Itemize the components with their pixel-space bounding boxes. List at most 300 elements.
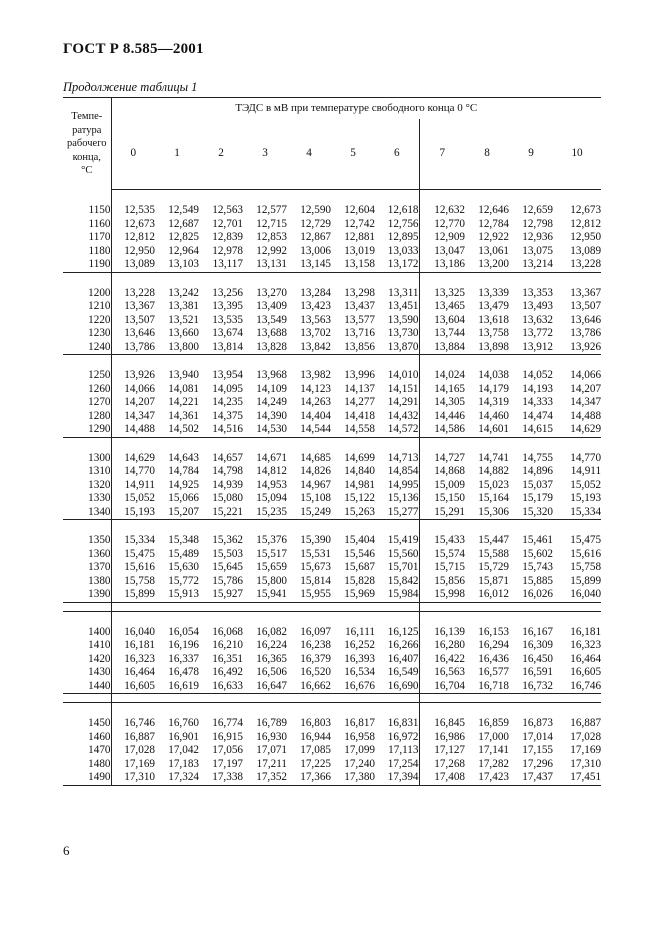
emf-value-cell: 16,915 xyxy=(212,730,243,743)
emf-value-cell: 15,376 xyxy=(256,534,287,546)
table-row xyxy=(63,575,601,589)
emf-value-cell: 14,109 xyxy=(256,382,287,395)
emf-value-cell: 16,760 xyxy=(168,717,199,729)
emf-value-cell: 13,549 xyxy=(256,313,287,326)
temperature-cell: 1240 xyxy=(63,341,111,355)
emf-value-cell: 14,291 xyxy=(375,396,419,410)
emf-value-cell: 13,632 xyxy=(522,313,553,326)
emf-value-cell: 16,012 xyxy=(465,588,509,602)
emf-value-cell: 15,362 xyxy=(212,534,243,546)
emf-value-cell: 13,814 xyxy=(199,341,243,355)
emf-value-cell: 14,713 xyxy=(375,437,419,465)
emf-value-cell: 13,186 xyxy=(419,258,465,272)
emf-value-cell: 15,193 xyxy=(111,506,155,520)
table-row xyxy=(63,327,601,341)
emf-value-cell: 16,181 xyxy=(570,625,602,638)
emf-value-cell: 15,193 xyxy=(570,492,602,504)
emf-value-cell: 15,984 xyxy=(375,588,419,602)
emf-value-cell: 16,351 xyxy=(212,652,243,665)
emf-value-cell: 14,502 xyxy=(155,423,199,437)
temperature-cell: 1230 xyxy=(63,327,111,341)
emf-value-cell: 16,633 xyxy=(199,680,243,694)
emf-value-cell: 15,560 xyxy=(375,548,419,562)
emf-value-cell: 12,577 xyxy=(256,204,287,216)
emf-value-cell: 16,563 xyxy=(434,666,465,678)
emf-value-cell: 15,263 xyxy=(331,506,375,520)
table-row xyxy=(63,300,601,314)
emf-value-cell: 13,117 xyxy=(199,258,243,272)
temperature-cell: 1330 xyxy=(63,492,111,506)
emf-value-cell: 13,674 xyxy=(212,327,243,339)
emf-value-cell: 13,716 xyxy=(344,327,375,339)
emf-value-cell: 14,770 xyxy=(124,465,155,477)
emf-value-cell: 12,978 xyxy=(212,244,243,257)
emf-value-cell: 14,404 xyxy=(300,409,331,422)
table-row xyxy=(63,396,601,410)
emf-value-cell: 16,887 xyxy=(570,717,602,729)
emf-value-cell: 16,845 xyxy=(434,717,465,729)
emf-value-cell: 16,577 xyxy=(478,666,509,678)
emf-value-cell: 15,094 xyxy=(256,492,287,504)
emf-value-cell: 12,563 xyxy=(212,204,243,216)
emf-value-cell: 16,337 xyxy=(168,652,199,665)
emf-value-cell: 13,353 xyxy=(522,286,553,299)
table-row xyxy=(63,548,601,562)
emf-value-cell: 15,574 xyxy=(434,547,465,560)
emf-value-cell: 14,066 xyxy=(124,382,155,395)
emf-value-cell: 16,746 xyxy=(124,717,155,729)
emf-value-cell: 15,461 xyxy=(522,534,553,546)
emf-value-cell: 13,828 xyxy=(243,341,287,355)
emf-value-cell: 17,141 xyxy=(478,744,509,756)
emf-value-cell: 12,992 xyxy=(256,244,287,257)
table-row xyxy=(63,465,601,479)
emf-value-cell: 12,549 xyxy=(168,204,199,216)
emf-value-cell: 16,647 xyxy=(243,680,287,694)
emf-value-cell: 12,604 xyxy=(344,204,375,216)
emf-value-cell: 12,881 xyxy=(344,231,375,243)
emf-value-cell: 15,772 xyxy=(168,574,199,587)
emf-value-cell: 14,474 xyxy=(522,409,553,422)
emf-value-cell: 13,423 xyxy=(300,300,331,312)
emf-value-cell: 14,812 xyxy=(256,465,287,477)
emf-value-cell: 15,517 xyxy=(256,547,287,560)
emf-value-cell: 17,451 xyxy=(553,771,601,785)
emf-value-cell: 16,774 xyxy=(212,717,243,729)
emf-value-cell: 14,770 xyxy=(570,451,602,464)
emf-value-cell: 12,964 xyxy=(168,244,199,257)
emf-value-cell: 12,673 xyxy=(124,217,155,230)
emf-value-cell: 16,732 xyxy=(509,680,553,694)
emf-value-cell: 15,150 xyxy=(434,492,465,504)
emf-value-cell: 17,437 xyxy=(509,771,553,785)
emf-value-cell: 15,673 xyxy=(300,561,331,573)
emf-value-cell: 15,645 xyxy=(212,561,243,573)
emf-value-cell: 15,899 xyxy=(570,574,602,587)
column-header-5: 5 xyxy=(331,119,375,190)
emf-value-cell: 16,690 xyxy=(375,680,419,694)
emf-value-cell: 15,616 xyxy=(570,547,602,560)
table-row xyxy=(63,492,601,506)
column-header-3: 3 xyxy=(243,119,287,190)
emf-value-cell: 15,842 xyxy=(375,575,419,589)
emf-value-cell: 15,433 xyxy=(434,534,465,546)
temperature-cell: 1310 xyxy=(63,465,111,479)
emf-value-cell: 13,898 xyxy=(465,341,509,355)
emf-value-cell: 15,602 xyxy=(522,547,553,560)
emf-value-cell: 16,266 xyxy=(375,639,419,653)
emf-value-cell: 16,422 xyxy=(434,652,465,665)
emf-value-cell: 17,099 xyxy=(344,744,375,756)
emf-value-cell: 14,953 xyxy=(256,478,287,491)
thermo-emf-table xyxy=(63,97,601,786)
emf-value-cell: 13,688 xyxy=(256,327,287,339)
emf-value-cell: 17,169 xyxy=(570,744,602,756)
emf-value-cell: 14,798 xyxy=(212,465,243,477)
emf-value-cell: 15,758 xyxy=(570,561,602,573)
emf-value-cell: 14,925 xyxy=(168,478,199,491)
emf-value-cell: 16,379 xyxy=(300,652,331,665)
table-row xyxy=(63,611,601,639)
emf-value-cell: 13,842 xyxy=(287,341,331,355)
table-row xyxy=(63,190,601,218)
emf-value-cell: 13,982 xyxy=(300,369,331,381)
emf-value-cell: 15,122 xyxy=(344,492,375,504)
table-row xyxy=(63,218,601,232)
emf-value-cell: 15,814 xyxy=(300,574,331,587)
emf-value-cell: 15,348 xyxy=(168,534,199,546)
emf-value-cell: 13,061 xyxy=(478,244,509,257)
emf-value-cell: 16,506 xyxy=(256,666,287,678)
emf-value-cell: 15,955 xyxy=(287,588,331,602)
emf-value-cell: 15,885 xyxy=(522,574,553,587)
emf-value-cell: 15,531 xyxy=(300,547,331,560)
emf-value-cell: 15,856 xyxy=(434,574,465,587)
emf-value-cell: 13,954 xyxy=(212,369,243,381)
emf-value-cell: 14,586 xyxy=(419,423,465,437)
column-header-2: 2 xyxy=(199,119,243,190)
column-header-7: 7 xyxy=(419,119,465,190)
emf-value-cell: 13,381 xyxy=(168,300,199,312)
emf-value-cell: 12,756 xyxy=(375,218,419,232)
emf-value-cell: 13,479 xyxy=(478,300,509,312)
temperature-cell: 1430 xyxy=(63,666,111,680)
emf-value-cell: 17,211 xyxy=(256,757,287,770)
emf-value-cell: 13,660 xyxy=(168,327,199,339)
emf-value-cell: 16,887 xyxy=(124,730,155,743)
emf-value-cell: 15,743 xyxy=(522,561,553,573)
emf-value-cell: 12,798 xyxy=(522,217,553,230)
temperature-cell: 1420 xyxy=(63,653,111,667)
emf-value-cell: 14,207 xyxy=(124,396,155,408)
emf-value-cell: 14,995 xyxy=(375,479,419,493)
emf-value-cell: 15,052 xyxy=(570,478,602,491)
emf-value-cell: 14,249 xyxy=(256,396,287,408)
column-header-8: 8 xyxy=(465,119,509,190)
emf-value-cell: 17,056 xyxy=(212,744,243,756)
emf-value-cell: 17,000 xyxy=(478,730,509,743)
emf-value-cell: 16,097 xyxy=(300,625,331,638)
emf-value-cell: 16,817 xyxy=(344,717,375,729)
table-row xyxy=(63,680,601,694)
temperature-cell: 1190 xyxy=(63,258,111,272)
emf-value-cell: 13,298 xyxy=(344,286,375,299)
emf-value-cell: 12,742 xyxy=(344,217,375,230)
table-row xyxy=(63,639,601,653)
emf-value-cell: 16,605 xyxy=(111,680,155,694)
emf-value-cell: 12,812 xyxy=(570,217,602,230)
emf-value-cell: 14,277 xyxy=(344,396,375,408)
emf-value-cell: 13,493 xyxy=(522,300,553,312)
emf-value-cell: 13,047 xyxy=(434,244,465,257)
emf-value-cell: 14,207 xyxy=(570,382,602,395)
emf-value-cell: 13,242 xyxy=(168,286,199,299)
emf-value-cell: 15,758 xyxy=(124,574,155,587)
emf-value-cell: 14,911 xyxy=(570,465,602,477)
table-row xyxy=(63,588,601,602)
column-header-4: 4 xyxy=(287,119,331,190)
emf-value-cell: 15,701 xyxy=(375,561,419,575)
emf-value-cell: 14,263 xyxy=(300,396,331,408)
emf-value-cell: 14,657 xyxy=(212,451,243,464)
emf-value-cell: 15,715 xyxy=(434,561,465,573)
emf-value-cell: 14,066 xyxy=(570,369,602,381)
emf-value-cell: 15,913 xyxy=(155,588,199,602)
emf-value-cell: 14,305 xyxy=(434,396,465,408)
emf-value-cell: 15,334 xyxy=(124,534,155,546)
column-header-6: 6 xyxy=(375,119,419,190)
emf-value-cell: 14,095 xyxy=(212,382,243,395)
temperature-column-header: Темпе- ратура рабочего конца, °С xyxy=(63,98,111,190)
table-row xyxy=(63,520,601,548)
emf-value-cell: 15,659 xyxy=(256,561,287,573)
emf-value-cell: 15,447 xyxy=(478,534,509,546)
emf-value-cell: 13,214 xyxy=(509,258,553,272)
emf-value-cell: 16,407 xyxy=(375,653,419,667)
temperature-cell: 1150 xyxy=(63,190,111,218)
emf-value-cell: 15,009 xyxy=(434,478,465,491)
emf-value-cell: 13,200 xyxy=(465,258,509,272)
emf-value-cell: 15,066 xyxy=(168,492,199,504)
emf-value-cell: 12,950 xyxy=(124,244,155,257)
emf-value-cell: 15,800 xyxy=(256,574,287,587)
emf-value-cell: 13,019 xyxy=(344,244,375,257)
emf-value-cell: 13,451 xyxy=(375,300,419,314)
emf-value-cell: 12,922 xyxy=(478,231,509,243)
temperature-cell: 1490 xyxy=(63,771,111,785)
emf-value-cell: 13,800 xyxy=(155,341,199,355)
emf-value-cell: 17,042 xyxy=(168,744,199,756)
table-row xyxy=(63,341,601,355)
emf-value-cell: 15,249 xyxy=(287,506,331,520)
emf-value-cell: 16,040 xyxy=(124,625,155,638)
emf-value-cell: 13,604 xyxy=(434,313,465,326)
table-row xyxy=(63,258,601,272)
emf-value-cell: 12,853 xyxy=(256,231,287,243)
emf-value-cell: 16,196 xyxy=(168,639,199,651)
table-row xyxy=(63,231,601,245)
emf-value-cell: 13,089 xyxy=(570,244,602,257)
blank-separator-row xyxy=(63,694,601,703)
emf-value-cell: 13,744 xyxy=(434,327,465,339)
emf-value-cell: 17,380 xyxy=(331,771,375,785)
emf-value-cell: 17,014 xyxy=(522,730,553,743)
emf-value-cell: 12,590 xyxy=(300,204,331,216)
emf-value-cell: 13,618 xyxy=(478,313,509,326)
emf-value-cell: 16,492 xyxy=(212,666,243,678)
emf-value-cell: 12,784 xyxy=(478,217,509,230)
emf-value-cell: 16,068 xyxy=(212,625,243,638)
emf-value-cell: 16,534 xyxy=(344,666,375,678)
emf-value-cell: 17,028 xyxy=(124,744,155,756)
temperature-cell: 1440 xyxy=(63,680,111,694)
emf-value-cell: 14,741 xyxy=(478,451,509,464)
emf-value-cell: 15,786 xyxy=(212,574,243,587)
emf-value-cell: 16,478 xyxy=(168,666,199,678)
emf-value-cell: 17,197 xyxy=(212,757,243,770)
emf-value-cell: 14,558 xyxy=(331,423,375,437)
emf-value-cell: 14,081 xyxy=(168,382,199,395)
emf-value-cell: 13,270 xyxy=(256,286,287,299)
emf-value-cell: 14,375 xyxy=(212,409,243,422)
emf-value-cell: 15,235 xyxy=(243,506,287,520)
emf-value-cell: 16,464 xyxy=(124,666,155,678)
emf-value-cell: 15,320 xyxy=(509,506,553,520)
emf-value-cell: 13,856 xyxy=(331,341,375,355)
temperature-cell: 1160 xyxy=(63,218,111,232)
emf-value-cell: 17,310 xyxy=(570,757,602,770)
emf-value-cell: 17,183 xyxy=(168,757,199,770)
table-row xyxy=(63,423,601,437)
emf-value-cell: 16,464 xyxy=(570,652,602,665)
emf-value-cell: 16,930 xyxy=(256,730,287,743)
emf-value-cell: 15,404 xyxy=(344,534,375,546)
emf-value-cell: 13,465 xyxy=(434,300,465,312)
emf-value-cell: 16,676 xyxy=(331,680,375,694)
emf-value-cell: 14,896 xyxy=(522,465,553,477)
table-row xyxy=(63,666,601,680)
emf-value-cell: 16,111 xyxy=(345,625,375,638)
emf-value-cell: 13,758 xyxy=(478,327,509,339)
emf-value-cell: 13,284 xyxy=(300,286,331,299)
emf-value-cell: 16,901 xyxy=(168,730,199,743)
table-row xyxy=(63,703,601,731)
temperature-cell: 1450 xyxy=(63,703,111,731)
emf-value-cell: 17,240 xyxy=(344,757,375,770)
emf-value-cell: 12,618 xyxy=(375,190,419,218)
emf-value-cell: 13,367 xyxy=(124,300,155,312)
emf-value-cell: 16,280 xyxy=(434,639,465,651)
emf-value-cell: 12,715 xyxy=(256,217,287,230)
emf-value-cell: 12,770 xyxy=(434,217,465,230)
table-row xyxy=(63,437,601,465)
emf-value-cell: 13,437 xyxy=(344,300,375,312)
emf-value-cell: 12,646 xyxy=(478,204,509,216)
emf-value-cell: 16,958 xyxy=(344,730,375,743)
emf-value-cell: 14,755 xyxy=(522,451,553,464)
emf-value-cell: 14,488 xyxy=(111,423,155,437)
emf-value-cell: 15,207 xyxy=(155,506,199,520)
emf-value-cell: 14,826 xyxy=(300,465,331,477)
emf-value-cell: 14,516 xyxy=(199,423,243,437)
emf-value-cell: 12,535 xyxy=(124,204,155,216)
emf-value-cell: 13,926 xyxy=(124,369,155,381)
emf-value-cell: 12,659 xyxy=(522,204,553,216)
emf-value-cell: 14,967 xyxy=(300,478,331,491)
emf-value-cell: 17,113 xyxy=(375,744,419,758)
emf-value-cell: 14,544 xyxy=(287,423,331,437)
emf-value-cell: 17,394 xyxy=(375,771,419,785)
emf-value-cell: 15,871 xyxy=(478,574,509,587)
emf-value-cell: 14,854 xyxy=(375,465,419,479)
emf-value-cell: 14,601 xyxy=(465,423,509,437)
temperature-cell: 1470 xyxy=(63,744,111,758)
emf-value-cell: 13,006 xyxy=(300,244,331,257)
emf-value-cell: 15,136 xyxy=(375,492,419,506)
emf-value-cell: 13,131 xyxy=(243,258,287,272)
emf-value-cell: 13,311 xyxy=(375,272,419,300)
emf-value-cell: 15,729 xyxy=(478,561,509,573)
emf-value-cell: 17,085 xyxy=(300,744,331,756)
emf-value-cell: 15,291 xyxy=(419,506,465,520)
emf-value-cell: 15,179 xyxy=(522,492,553,504)
emf-value-cell: 16,549 xyxy=(375,666,419,680)
emf-value-cell: 14,319 xyxy=(478,396,509,408)
table-row xyxy=(63,771,601,785)
emf-value-cell: 14,165 xyxy=(434,382,465,395)
temperature-cell: 1370 xyxy=(63,561,111,575)
emf-value-cell: 13,075 xyxy=(522,244,553,257)
emf-value-cell: 16,040 xyxy=(553,588,601,602)
emf-value-cell: 16,125 xyxy=(375,611,419,639)
emf-value-cell: 17,254 xyxy=(375,758,419,772)
emf-value-cell: 16,224 xyxy=(256,639,287,651)
table-row xyxy=(63,561,601,575)
emf-value-cell: 14,615 xyxy=(509,423,553,437)
emf-value-cell: 16,181 xyxy=(124,639,155,651)
emf-value-cell: 13,590 xyxy=(375,314,419,328)
emf-value-cell: 15,969 xyxy=(331,588,375,602)
emf-value-cell: 14,629 xyxy=(124,451,155,464)
emf-value-cell: 15,080 xyxy=(212,492,243,504)
emf-value-cell: 13,409 xyxy=(256,300,287,312)
emf-value-cell: 14,939 xyxy=(212,478,243,491)
table-row xyxy=(63,479,601,493)
emf-value-cell: 12,673 xyxy=(570,204,602,216)
emf-value-cell: 13,912 xyxy=(509,341,553,355)
emf-value-cell: 12,867 xyxy=(300,231,331,243)
emf-value-cell: 14,446 xyxy=(434,409,465,422)
emf-value-cell: 14,052 xyxy=(522,369,553,381)
emf-value-cell: 16,294 xyxy=(478,639,509,651)
table-row xyxy=(63,744,601,758)
emf-value-cell: 16,323 xyxy=(570,639,602,651)
emf-value-cell: 15,475 xyxy=(124,547,155,560)
emf-value-cell: 15,037 xyxy=(522,478,553,491)
emf-value-cell: 17,338 xyxy=(199,771,243,785)
table-row xyxy=(63,383,601,397)
emf-value-cell: 14,882 xyxy=(478,465,509,477)
emf-value-cell: 13,158 xyxy=(331,258,375,272)
emf-value-cell: 14,572 xyxy=(375,423,419,437)
emf-value-cell: 13,884 xyxy=(419,341,465,355)
emf-value-cell: 16,803 xyxy=(300,717,331,729)
temperature-cell: 1340 xyxy=(63,506,111,520)
emf-value-cell: 13,256 xyxy=(212,286,243,299)
temperature-cell: 1170 xyxy=(63,231,111,245)
emf-span-header: ТЭДС в мВ при температуре свободного конца 0 °С xyxy=(111,98,601,120)
emf-value-cell: 13,940 xyxy=(168,369,199,381)
